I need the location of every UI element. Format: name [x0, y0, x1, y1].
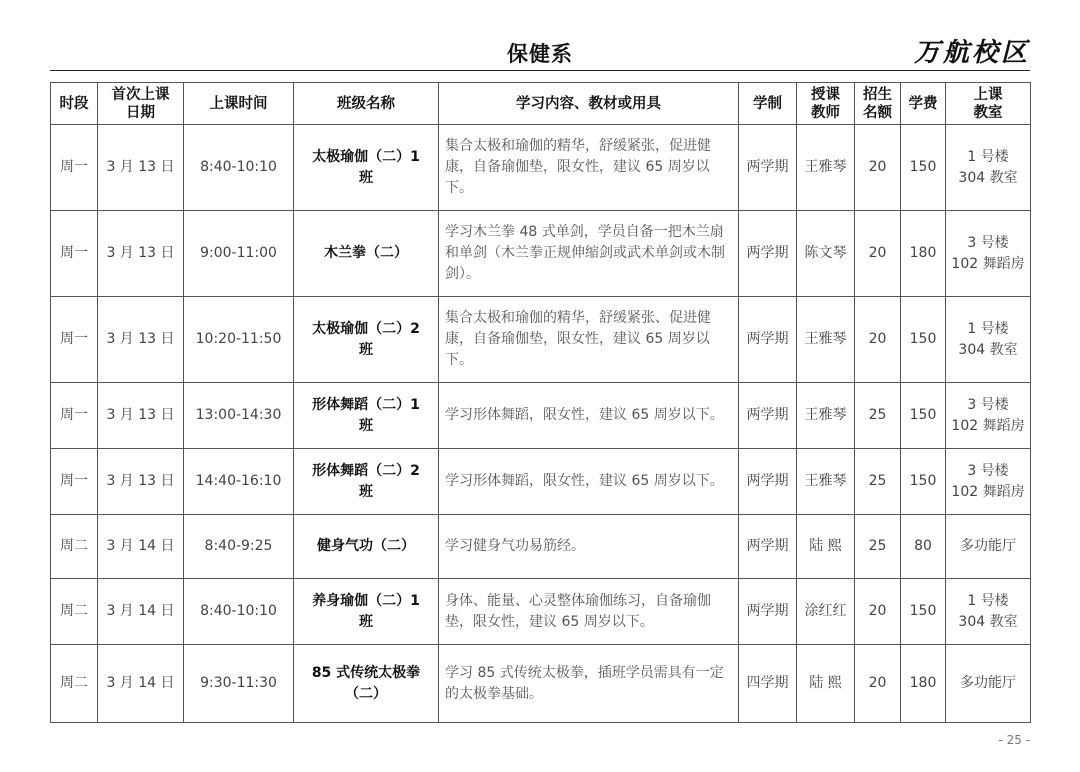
- cell-fee: 150: [901, 449, 946, 515]
- cell-quota: 20: [855, 297, 901, 383]
- cell-room: 3 号楼 102 舞蹈房: [946, 211, 1031, 297]
- cell-teacher: 陆 熙: [797, 515, 855, 579]
- cell-time: 9:00-11:00: [184, 211, 294, 297]
- cell-room: 多功能厅: [946, 645, 1031, 723]
- cell-term: 四学期: [739, 645, 797, 723]
- cell-fee: 150: [901, 579, 946, 645]
- cell-period: 周二: [51, 515, 98, 579]
- cell-time: 10:20-11:50: [184, 297, 294, 383]
- header-divider: [50, 70, 1030, 71]
- cell-first-date: 3 月 13 日: [98, 449, 184, 515]
- cell-period: 周一: [51, 211, 98, 297]
- cell-teacher: 涂红红: [797, 579, 855, 645]
- cell-fee: 180: [901, 645, 946, 723]
- cell-fee: 80: [901, 515, 946, 579]
- cell-class-name: 木兰拳（二）: [294, 211, 439, 297]
- table-row: [51, 211, 1031, 297]
- cell-first-date: 3 月 14 日: [98, 645, 184, 723]
- page-header: [50, 30, 1030, 72]
- cell-class-name: 85 式传统太极拳 （二）: [294, 645, 439, 723]
- cell-room: 1 号楼 304 教室: [946, 125, 1031, 211]
- cell-period: 周二: [51, 579, 98, 645]
- table-row: [51, 383, 1031, 449]
- campus-logo: 万航校区: [913, 38, 1030, 68]
- cell-term: 两学期: [739, 125, 797, 211]
- cell-time: 13:00-14:30: [184, 383, 294, 449]
- cell-content: 学习健身气功易筋经。: [439, 515, 739, 579]
- cell-class-name: 养身瑜伽（二）1 班: [294, 579, 439, 645]
- cell-fee: 180: [901, 211, 946, 297]
- table-row: [51, 449, 1031, 515]
- cell-time: 9:30-11:30: [184, 645, 294, 723]
- cell-content: 学习木兰拳 48 式单剑，学员自备一把木兰扇和单剑（木兰拳正规伸缩剑或武术单剑或木制剑）。: [439, 211, 739, 297]
- cell-period: 周二: [51, 645, 98, 723]
- cell-time: 8:40-9:25: [184, 515, 294, 579]
- header-teacher: 授课 教师: [797, 83, 855, 125]
- cell-content: 身体、能量、心灵整体瑜伽练习，自备瑜伽垫，限女性，建议 65 周岁以下。: [439, 579, 739, 645]
- cell-quota: 25: [855, 449, 901, 515]
- table-header-row: [51, 83, 1031, 125]
- cell-teacher: 王雅琴: [797, 125, 855, 211]
- cell-term: 两学期: [739, 383, 797, 449]
- cell-room: 3 号楼 102 舞蹈房: [946, 383, 1031, 449]
- cell-quota: 20: [855, 125, 901, 211]
- cell-class-name: 形体舞蹈（二）2 班: [294, 449, 439, 515]
- header-first-date: 首次上课 日期: [98, 83, 184, 125]
- cell-content: 集合太极和瑜伽的精华，舒缓紧张，促进健康，自备瑜伽垫，限女性，建议 65 周岁以下。: [439, 125, 739, 211]
- cell-content: 学习 85 式传统太极拳，插班学员需具有一定的太极拳基础。: [439, 645, 739, 723]
- cell-room: 1 号楼 304 教室: [946, 297, 1031, 383]
- table-row: [51, 125, 1031, 211]
- cell-quota: 20: [855, 211, 901, 297]
- header-period: 时段: [51, 83, 98, 125]
- cell-first-date: 3 月 13 日: [98, 211, 184, 297]
- cell-period: 周一: [51, 297, 98, 383]
- cell-room: 3 号楼 102 舞蹈房: [946, 449, 1031, 515]
- header-class-name: 班级名称: [294, 83, 439, 125]
- cell-term: 两学期: [739, 211, 797, 297]
- cell-period: 周一: [51, 125, 98, 211]
- table-row: [51, 645, 1031, 723]
- cell-room: 1 号楼 304 教室: [946, 579, 1031, 645]
- cell-teacher: 陈文琴: [797, 211, 855, 297]
- course-schedule-table: [50, 82, 1031, 723]
- cell-first-date: 3 月 14 日: [98, 515, 184, 579]
- header-quota: 招生 名额: [855, 83, 901, 125]
- header-time: 上课时间: [184, 83, 294, 125]
- cell-first-date: 3 月 13 日: [98, 383, 184, 449]
- table-row: [51, 515, 1031, 579]
- cell-teacher: 王雅琴: [797, 297, 855, 383]
- header-fee: 学费: [901, 83, 946, 125]
- cell-content: 集合太极和瑜伽的精华，舒缓紧张、促进健康，自备瑜伽垫，限女性，建议 65 周岁以下。: [439, 297, 739, 383]
- cell-teacher: 王雅琴: [797, 383, 855, 449]
- cell-fee: 150: [901, 383, 946, 449]
- cell-class-name: 健身气功（二）: [294, 515, 439, 579]
- cell-quota: 20: [855, 645, 901, 723]
- header-content: 学习内容、教材或用具: [439, 83, 739, 125]
- cell-term: 两学期: [739, 449, 797, 515]
- cell-quota: 25: [855, 383, 901, 449]
- cell-room: 多功能厅: [946, 515, 1031, 579]
- cell-content: 学习形体舞蹈，限女性，建议 65 周岁以下。: [439, 449, 739, 515]
- cell-teacher: 王雅琴: [797, 449, 855, 515]
- table-row: [51, 297, 1031, 383]
- cell-first-date: 3 月 13 日: [98, 297, 184, 383]
- header-term: 学制: [739, 83, 797, 125]
- cell-quota: 25: [855, 515, 901, 579]
- cell-period: 周一: [51, 449, 98, 515]
- cell-teacher: 陆 熙: [797, 645, 855, 723]
- page-number: - 25 -: [998, 733, 1030, 747]
- cell-fee: 150: [901, 125, 946, 211]
- cell-content: 学习形体舞蹈，限女性，建议 65 周岁以下。: [439, 383, 739, 449]
- page-title: 保健系: [507, 42, 573, 66]
- cell-first-date: 3 月 13 日: [98, 125, 184, 211]
- cell-term: 两学期: [739, 515, 797, 579]
- cell-quota: 20: [855, 579, 901, 645]
- cell-time: 14:40-16:10: [184, 449, 294, 515]
- cell-term: 两学期: [739, 297, 797, 383]
- table-row: [51, 579, 1031, 645]
- header-room: 上课 教室: [946, 83, 1031, 125]
- cell-first-date: 3 月 14 日: [98, 579, 184, 645]
- cell-time: 8:40-10:10: [184, 125, 294, 211]
- cell-time: 8:40-10:10: [184, 579, 294, 645]
- cell-class-name: 太极瑜伽（二）1 班: [294, 125, 439, 211]
- cell-period: 周一: [51, 383, 98, 449]
- cell-class-name: 太极瑜伽（二）2 班: [294, 297, 439, 383]
- cell-fee: 150: [901, 297, 946, 383]
- cell-class-name: 形体舞蹈（二）1 班: [294, 383, 439, 449]
- cell-term: 两学期: [739, 579, 797, 645]
